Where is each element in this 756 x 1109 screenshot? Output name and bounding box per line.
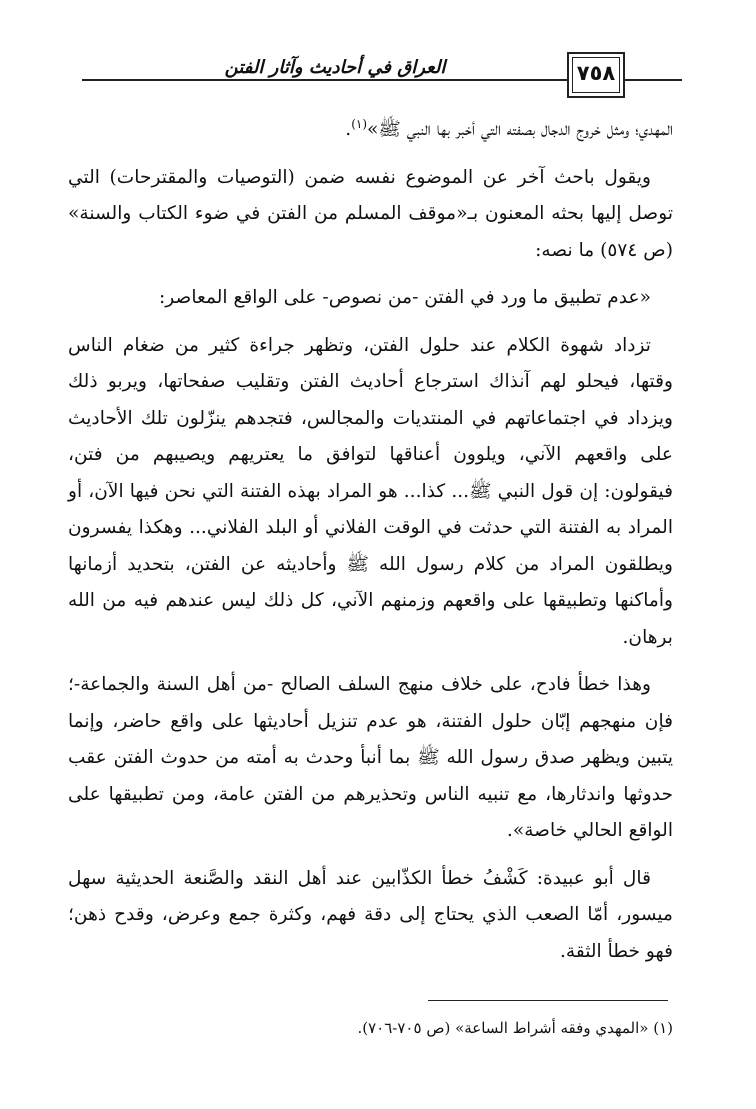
paragraph-text: المهدي؛ ومثل خروج الدجال بصفته التي أخبر بها النبي ﷺ»	[367, 119, 673, 140]
footnote-separator	[428, 1000, 668, 1001]
header-rule-left	[82, 79, 567, 81]
paragraph-quote-heading: «عدم تطبيق ما ورد في الفتن -من نصوص- على الواقع المعاصر:	[159, 287, 651, 308]
header-rule-right	[625, 79, 682, 81]
paragraph	[68, 112, 673, 149]
paragraph-end: .	[345, 119, 352, 140]
page-header	[0, 0, 756, 110]
page-number: ٧٥٨	[576, 61, 616, 85]
paragraph: قال أبو عبيدة: كَشْفُ خطأ الكذّابين عند أهل النقد والصَّنعة الحديثية سهل ميسور، أمّا الصعب الذي يحتاج إلى دقة فهم، وكثرة جمع وعرض، وقدح ذهن؛ فهو خطأ الثقة.	[68, 867, 673, 962]
main-text	[68, 112, 673, 981]
page-number-box	[567, 52, 625, 98]
paragraph: تزداد شهوة الكلام عند حلول الفتن، وتظهر جراءة كثير من ضغام الناس وقتها، فيحلو لهم آنذاك استرجاع أحاديث الفتن وتقليب صفحاتها، ويربو ذلك ويزداد في اجتماعاتهم في المنتديات والمجالس، فتجدهم ينزّلون تلك الأحاديث على واقعهم الآني، ويلوون أعناقها لتوافق ما يعتريهم ويصيبهم من فتن، فيقولون: إن قول النبي ﷺ... كذا... هو المراد بهذه الفتنة التي نحن فيها الآن، أو المراد به الفتنة التي حدثت في الوقت الفلاني أو البلد الفلاني... وهكذا يفسرون ويطلقون المراد من كلام رسول الله ﷺ وأحاديثه عن الفتن، بتحديد أزمانها وأماكنها وتطبيقها على واقعهم وزمنهم الآني، كل ذلك ليس عندهم فيه من الله برهان.	[68, 334, 673, 648]
paragraph: وهذا خطأ فادح، على خلاف منهج السلف الصالح -من أهل السنة والجماعة-؛ فإن منهجهم إبّان حلول الفتنة، هو عدم تنزيل أحاديثها على واقع حاضر، وإنما يتبين ويظهر صدق رسول الله ﷺ بما أنبأ وحدث به أمته من حدوث الفتن عقب حدوثها واندثارها، مع تنبيه الناس وتحذيرهم من الفتن عامة، ومن تطبيقها على الواقع الحالي خاصة».	[68, 674, 673, 841]
footnote: (١) «المهدي وفقه أشراط الساعة» (ص ٧٠٥-٧٠٦).	[357, 1019, 673, 1037]
running-title: العراق في أحاديث وآثار الفتن	[115, 57, 555, 78]
paragraph: ويقول باحث آخر عن الموضوع نفسه ضمن (التوصيات والمقترحات) التي توصل إليها بحثه المعنون بـ«موقف المسلم من الفتن في ضوء الكتاب والسنة» (ص ٥٧٤) ما نصه:	[68, 166, 673, 261]
footnote-marker: (١)	[351, 116, 368, 131]
